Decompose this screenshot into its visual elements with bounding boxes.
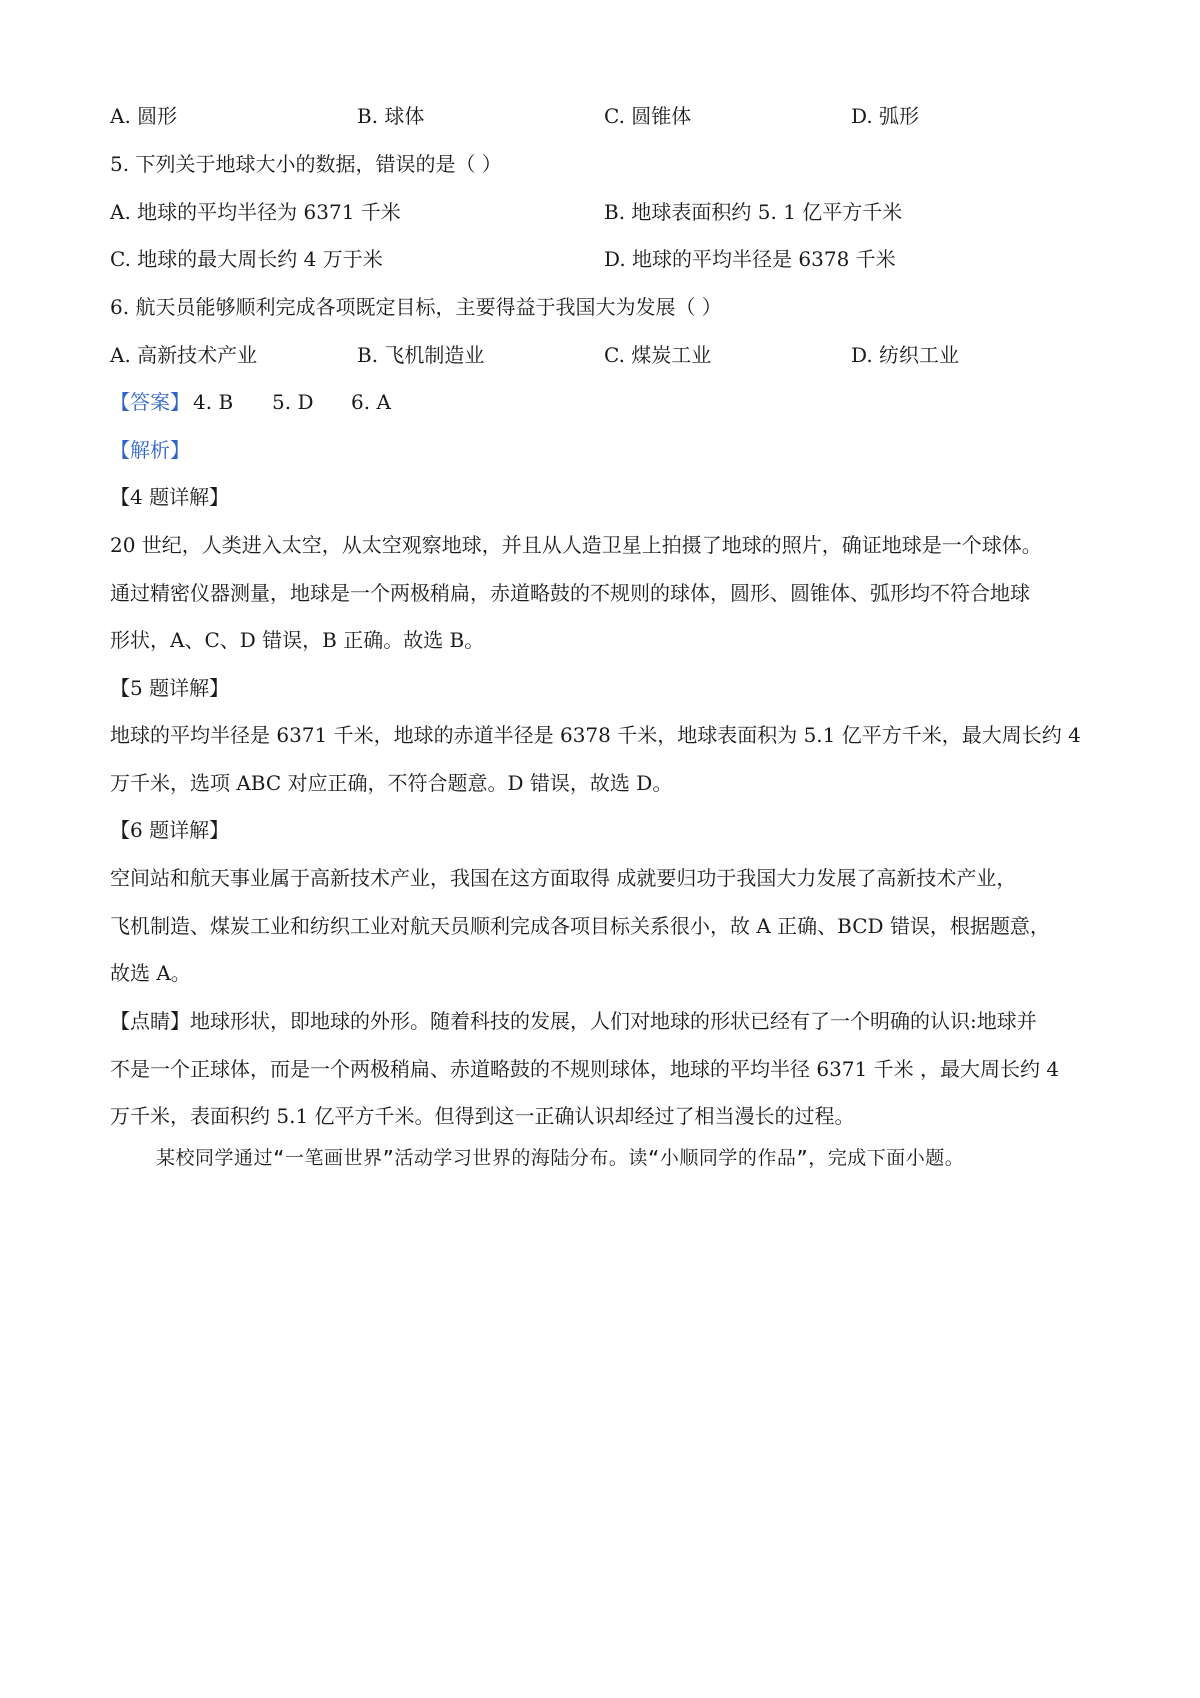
q5-option-b: B. 地球表面积约 5. 1 亿平方千米: [604, 200, 903, 224]
q4-option-b: B. 球体: [357, 104, 425, 128]
q6-option-b: B. 飞机制造业: [357, 343, 485, 367]
q4-option-c: C. 圆锥体: [604, 104, 692, 128]
detail4-line: 20 世纪，人类进入太空，从太空观察地球，并且从人造卫星上拍摄了地球的照片，确证地球是一个球体。: [110, 533, 1042, 557]
detail4-line: 形状，A、C、D 错误，B 正确。故选 B。: [110, 628, 485, 652]
q5-option-d: D. 地球的平均半径是 6378 千米: [604, 247, 896, 271]
next-questions-intro: 某校同学通过“一笔画世界”活动学习世界的海陆分布。读“小顺同学的作品”，完成下面小题。: [156, 1147, 965, 1169]
note-line: 【点睛】地球形状，即地球的外形。随着科技的发展，人们对地球的形状已经有了一个明确的认识:地球并: [110, 1009, 1037, 1033]
q4-option-d: D. 弧形: [851, 104, 920, 128]
detail4-line: 通过精密仪器测量，地球是一个两极稍扁，赤道略鼓的不规则的球体，圆形、圆锥体、弧形均不符合地球: [110, 581, 1030, 605]
q6-stem: 6. 航天员能够顺利完成各项既定目标，主要得益于我国大为发展（ ）: [110, 295, 722, 319]
detail6-line: 故选 A。: [110, 961, 191, 985]
q5-option-c: C. 地球的最大周长约 4 万于米: [110, 247, 383, 271]
note-line: 万千米，表面积约 5.1 亿平方千米。但得到这一正确认识却经过了相当漫长的过程。: [110, 1104, 855, 1128]
detail5-heading: 【5 题详解】: [110, 676, 230, 700]
q6-option-d: D. 纺织工业: [851, 343, 960, 367]
q5-stem: 5. 下列关于地球大小的数据，错误的是（ ）: [110, 152, 502, 176]
analysis-label: 【解析】: [110, 438, 190, 462]
q6-option-a: A. 高新技术产业: [110, 343, 258, 367]
detail6-heading: 【6 题详解】: [110, 818, 230, 842]
answer-item-4: 4. B: [193, 390, 234, 414]
answer-label: 【答案】: [110, 390, 190, 414]
q6-option-c: C. 煤炭工业: [604, 343, 712, 367]
detail6-line: 空间站和航天事业属于高新技术产业，我国在这方面取得 成就要归功于我国大力发展了高新技术产业，: [110, 866, 1017, 890]
answer-item-5: 5. D: [272, 390, 314, 414]
detail5-line: 万千米，选项 ABC 对应正确，不符合题意。D 错误，故选 D。: [110, 771, 673, 795]
q4-option-a: A. 圆形: [110, 104, 178, 128]
detail6-line: 飞机制造、煤炭工业和纺织工业对航天员顺利完成各项目标关系很小，故 A 正确、BCD 错误，根据题意，: [110, 914, 1050, 938]
answer-item-6: 6. A: [351, 390, 391, 414]
detail4-heading: 【4 题详解】: [110, 485, 230, 509]
detail5-line: 地球的平均半径是 6371 千米，地球的赤道半径是 6378 千米，地球表面积为 5.1 亿平方千米，最大周长约 4: [110, 723, 1081, 747]
q5-option-a: A. 地球的平均半径为 6371 千米: [110, 200, 401, 224]
note-line: 不是一个正球体，而是一个两极稍扁、赤道略鼓的不规则球体，地球的平均半径 6371 千米 ，最大周长约 4: [110, 1057, 1060, 1081]
